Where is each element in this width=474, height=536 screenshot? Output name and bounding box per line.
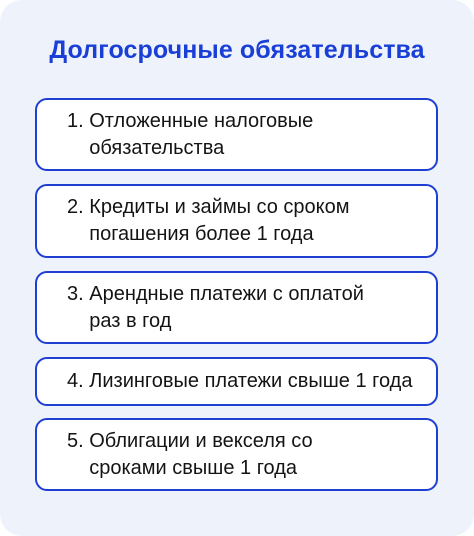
list-item-text xyxy=(67,194,379,248)
page-title: Долгосрочные обязательства xyxy=(49,36,425,64)
list-item-number: 2. xyxy=(67,196,90,218)
list-item-2 xyxy=(35,184,438,258)
list-item-text xyxy=(67,108,379,162)
list-item-label: Облигации и векселя со сроками свыше 1 года xyxy=(89,429,313,479)
list-item-label: Лизинговые платежи свыше 1 года xyxy=(89,370,413,392)
list-item-5 xyxy=(35,418,438,491)
list-item-number: 3. xyxy=(67,282,90,305)
list-item-number: 4. xyxy=(67,370,90,392)
list-item-label: Кредиты и займы со сроком погашения более 1 года xyxy=(89,196,350,245)
list-item-number: 1. xyxy=(67,109,90,132)
list-item-text xyxy=(67,281,379,335)
list-item-3 xyxy=(35,271,438,344)
list-item-label: Арендные платежи с оплатой раз в год xyxy=(89,282,364,332)
list-item-text xyxy=(67,368,412,395)
list-item-number: 5. xyxy=(67,429,90,452)
list-item-label: Отложенные налоговые обязательства xyxy=(89,109,314,159)
list-item-4 xyxy=(35,357,438,406)
list-item-text xyxy=(67,428,379,482)
list-item-1 xyxy=(35,98,438,171)
